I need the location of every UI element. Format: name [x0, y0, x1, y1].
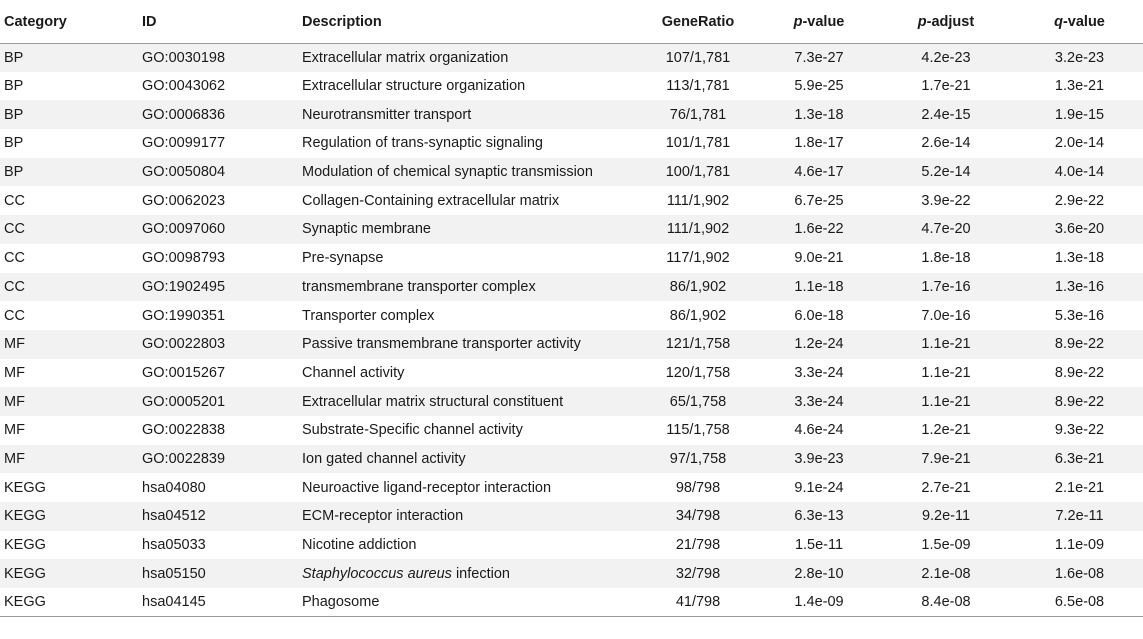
- table-row: [0, 359, 1143, 388]
- cell-id: hsa05150: [142, 565, 206, 582]
- cell-id: hsa04512: [142, 508, 206, 525]
- cell-p-adjust: 7.9e-21: [921, 450, 971, 467]
- table-row: [0, 301, 1143, 330]
- cell-id: GO:0099177: [142, 135, 226, 152]
- cell-gene-ratio: 101/1,781: [665, 135, 731, 152]
- cell-description: Channel activity: [302, 364, 405, 381]
- cell-q-value: 1.3e-21: [1054, 78, 1105, 95]
- cell-p-value: 1.4e-09: [758, 588, 880, 617]
- table-row: [0, 72, 1143, 101]
- cell-category: KEGG: [4, 537, 46, 554]
- cell-gene-ratio: 41/798: [638, 588, 758, 617]
- cell-p-adjust: 1.7e-16: [921, 278, 971, 295]
- cell-p-value: 6.7e-25: [794, 192, 844, 209]
- table-row: [0, 100, 1143, 129]
- cell-gene-ratio: 34/798: [675, 508, 721, 525]
- cell-id: GO:0006836: [142, 106, 226, 123]
- cell-q-value: 8.9e-22: [1054, 393, 1105, 410]
- cell-p-value: 2.8e-10: [794, 565, 844, 582]
- cell-gene-ratio: 111/1,902: [666, 192, 730, 209]
- table-row: [0, 502, 1143, 531]
- cell-gene-ratio: 100/1,781: [665, 164, 731, 181]
- cell-category: BP: [4, 106, 24, 123]
- table-header: [0, 2, 1143, 43]
- cell-p-adjust: 1.2e-21: [921, 422, 971, 439]
- cell-description: Ion gated channel activity: [302, 450, 466, 467]
- cell-p-value: 9.0e-21: [794, 250, 844, 267]
- cell-p-adjust: 2.1e-08: [921, 565, 971, 582]
- cell-category: CC: [4, 278, 25, 295]
- cell-p-adjust: 4.7e-20: [921, 221, 971, 238]
- cell-gene-ratio: 120/1,758: [665, 364, 731, 381]
- cell-description: Extracellular matrix organization: [302, 49, 509, 66]
- cell-gene-ratio: 65/1,758: [669, 393, 727, 410]
- cell-id: GO:0098793: [142, 250, 226, 267]
- cell-q-value: 1.6e-08: [1054, 565, 1105, 582]
- header-id: ID: [142, 2, 302, 43]
- cell-category: BP: [4, 78, 24, 95]
- header-p-value-prefix: p: [793, 14, 803, 31]
- cell-description-italic: Staphylococcus aureus: [302, 565, 452, 582]
- cell-p-adjust: 7.0e-16: [921, 307, 971, 324]
- cell-id: GO:0015267: [142, 364, 226, 381]
- cell-category: KEGG: [0, 588, 142, 617]
- cell-q-value: 7.2e-11: [1055, 508, 1104, 525]
- cell-id: GO:0005201: [142, 393, 226, 410]
- table-row: [0, 387, 1143, 416]
- header-category: Category: [0, 2, 142, 43]
- cell-description: transmembrane transporter complex: [302, 278, 536, 295]
- cell-category: MF: [4, 336, 25, 353]
- header-p-adjust: [880, 2, 1012, 43]
- cell-category: CC: [4, 192, 25, 209]
- cell-description-text: infection: [455, 565, 510, 582]
- cell-p-adjust: 1.8e-18: [921, 250, 971, 267]
- cell-q-value: 2.0e-14: [1054, 135, 1105, 152]
- cell-p-adjust: 1.1e-21: [921, 364, 971, 381]
- table-body: [0, 43, 1143, 617]
- cell-p-value: 1.1e-18: [794, 278, 844, 295]
- cell-description: Neurotransmitter transport: [302, 106, 472, 123]
- cell-gene-ratio: 121/1,758: [665, 336, 731, 353]
- table-row: [0, 559, 1143, 588]
- table-row: [0, 588, 1143, 617]
- cell-id: GO:0050804: [142, 164, 226, 181]
- cell-p-value: 3.9e-23: [794, 450, 844, 467]
- cell-id: GO:0022839: [142, 450, 226, 467]
- cell-gene-ratio: 98/798: [675, 479, 721, 496]
- cell-description: Passive transmembrane transporter activity: [302, 336, 581, 353]
- cell-gene-ratio: 86/1,902: [669, 278, 727, 295]
- cell-p-adjust: 1.1e-21: [921, 336, 971, 353]
- header-q-value-suffix: -value: [1062, 14, 1105, 31]
- cell-description: Transporter complex: [302, 307, 435, 324]
- cell-description: Synaptic membrane: [302, 221, 431, 238]
- cell-q-value: 3.6e-20: [1054, 221, 1105, 238]
- cell-p-value: 4.6e-17: [794, 164, 844, 181]
- table-row: [0, 43, 1143, 72]
- header-p-value-suffix: -value: [802, 14, 845, 31]
- cell-id: hsa04145: [142, 588, 302, 617]
- cell-gene-ratio: 97/1,758: [669, 450, 727, 467]
- cell-q-value: 1.3e-18: [1054, 250, 1105, 267]
- table-row: [0, 531, 1143, 560]
- cell-p-value: 1.2e-24: [794, 336, 844, 353]
- cell-gene-ratio: 32/798: [675, 565, 721, 582]
- cell-description: Modulation of chemical synaptic transmission: [302, 164, 593, 181]
- cell-category: MF: [4, 422, 25, 439]
- table-row: [0, 473, 1143, 502]
- table-row: [0, 158, 1143, 187]
- cell-id: hsa05033: [142, 537, 206, 554]
- header-q-value-prefix: q: [1054, 14, 1063, 31]
- cell-p-value: 4.6e-24: [794, 422, 844, 439]
- cell-description: [302, 559, 638, 588]
- cell-category: MF: [4, 364, 25, 381]
- cell-description: Extracellular structure organization: [302, 78, 526, 95]
- cell-description: Pre-synapse: [302, 250, 384, 267]
- cell-category: CC: [4, 250, 25, 267]
- cell-p-adjust: 2.4e-15: [921, 106, 971, 123]
- cell-p-value: 3.3e-24: [794, 364, 844, 381]
- cell-category: MF: [4, 393, 25, 410]
- header-q-value: [1012, 2, 1143, 43]
- cell-p-value: 3.3e-24: [794, 393, 844, 410]
- cell-p-adjust: 1.1e-21: [921, 393, 971, 410]
- cell-p-value: 6.3e-13: [794, 508, 844, 525]
- table-row: [0, 129, 1143, 158]
- cell-category: BP: [4, 135, 24, 152]
- cell-id: GO:0022838: [142, 422, 226, 439]
- cell-p-adjust: 4.2e-23: [921, 49, 971, 66]
- header-row: [0, 2, 1143, 43]
- table-row: [0, 215, 1143, 244]
- cell-p-value: 6.0e-18: [794, 307, 844, 324]
- cell-q-value: 5.3e-16: [1054, 307, 1105, 324]
- cell-q-value: 8.9e-22: [1054, 336, 1105, 353]
- cell-id: GO:0062023: [142, 192, 226, 209]
- cell-q-value: 2.1e-21: [1054, 479, 1105, 496]
- header-description: Description: [302, 2, 638, 43]
- cell-q-value: 1.9e-15: [1054, 106, 1105, 123]
- cell-p-adjust: 1.5e-09: [921, 537, 971, 554]
- cell-gene-ratio: 111/1,902: [666, 221, 730, 238]
- cell-description: Substrate-Specific channel activity: [302, 422, 523, 439]
- cell-p-value: 1.8e-17: [794, 135, 844, 152]
- cell-q-value: 1.3e-16: [1054, 278, 1105, 295]
- cell-q-value: 6.3e-21: [1054, 450, 1105, 467]
- cell-q-value: 9.3e-22: [1054, 422, 1105, 439]
- cell-gene-ratio: 115/1,758: [666, 422, 730, 439]
- cell-description: Collagen-Containing extracellular matrix: [302, 192, 560, 209]
- cell-id: GO:1990351: [142, 307, 226, 324]
- cell-q-value: 2.9e-22: [1054, 192, 1105, 209]
- cell-id: hsa04080: [142, 479, 206, 496]
- cell-description: Extracellular matrix structural constituent: [302, 393, 564, 410]
- cell-p-adjust: 3.9e-22: [921, 192, 971, 209]
- table-row: [0, 416, 1143, 445]
- header-p-value: [758, 2, 880, 43]
- cell-p-adjust: 8.4e-08: [880, 588, 1012, 617]
- cell-q-value: 4.0e-14: [1054, 164, 1105, 181]
- cell-p-adjust: 2.6e-14: [921, 135, 971, 152]
- cell-q-value: 3.2e-23: [1054, 49, 1105, 66]
- cell-p-adjust: 1.7e-21: [921, 78, 971, 95]
- cell-category: KEGG: [4, 565, 46, 582]
- cell-gene-ratio: 76/1,781: [669, 106, 727, 123]
- cell-p-value: 1.3e-18: [794, 106, 844, 123]
- enrichment-table: [0, 2, 1143, 617]
- header-p-adjust-suffix: -adjust: [926, 14, 975, 31]
- cell-category: KEGG: [4, 508, 46, 525]
- cell-q-value: 1.1e-09: [1054, 537, 1105, 554]
- cell-description: ECM-receptor interaction: [302, 508, 464, 525]
- header-p-adjust-prefix: p: [917, 14, 927, 31]
- header-gene-ratio: GeneRatio: [638, 2, 758, 43]
- cell-p-value: 5.9e-25: [794, 78, 844, 95]
- cell-category: BP: [4, 164, 24, 181]
- cell-category: BP: [4, 49, 24, 66]
- cell-id: GO:0097060: [142, 221, 226, 238]
- cell-gene-ratio: 86/1,902: [669, 307, 727, 324]
- table-row: [0, 244, 1143, 273]
- cell-p-value: 7.3e-27: [794, 49, 844, 66]
- cell-p-value: 1.6e-22: [794, 221, 844, 238]
- cell-id: GO:0043062: [142, 78, 226, 95]
- table-row: [0, 273, 1143, 302]
- cell-gene-ratio: 113/1,781: [666, 78, 730, 95]
- cell-p-value: 1.5e-11: [794, 537, 844, 554]
- cell-p-adjust: 2.7e-21: [921, 479, 971, 496]
- table-row: [0, 445, 1143, 474]
- cell-category: CC: [4, 221, 25, 238]
- cell-category: KEGG: [4, 479, 46, 496]
- cell-id: GO:0022803: [142, 336, 226, 353]
- table-row: [0, 186, 1143, 215]
- cell-category: CC: [4, 307, 25, 324]
- cell-category: MF: [4, 450, 25, 467]
- cell-q-value: 8.9e-22: [1054, 364, 1105, 381]
- cell-id: GO:0030198: [142, 49, 226, 66]
- cell-gene-ratio: 21/798: [675, 537, 721, 554]
- cell-gene-ratio: 117/1,902: [666, 250, 730, 267]
- cell-id: GO:1902495: [142, 278, 226, 295]
- cell-p-value: 9.1e-24: [794, 479, 844, 496]
- cell-description: Regulation of trans-synaptic signaling: [302, 135, 543, 152]
- cell-p-adjust: 9.2e-11: [921, 508, 971, 525]
- cell-description: Phagosome: [302, 588, 638, 617]
- table-row: [0, 330, 1143, 359]
- cell-description: Neuroactive ligand-receptor interaction: [302, 479, 552, 496]
- cell-description: Nicotine addiction: [302, 537, 417, 554]
- cell-p-adjust: 5.2e-14: [921, 164, 971, 181]
- cell-gene-ratio: 107/1,781: [665, 49, 731, 66]
- cell-q-value: 6.5e-08: [1012, 588, 1143, 617]
